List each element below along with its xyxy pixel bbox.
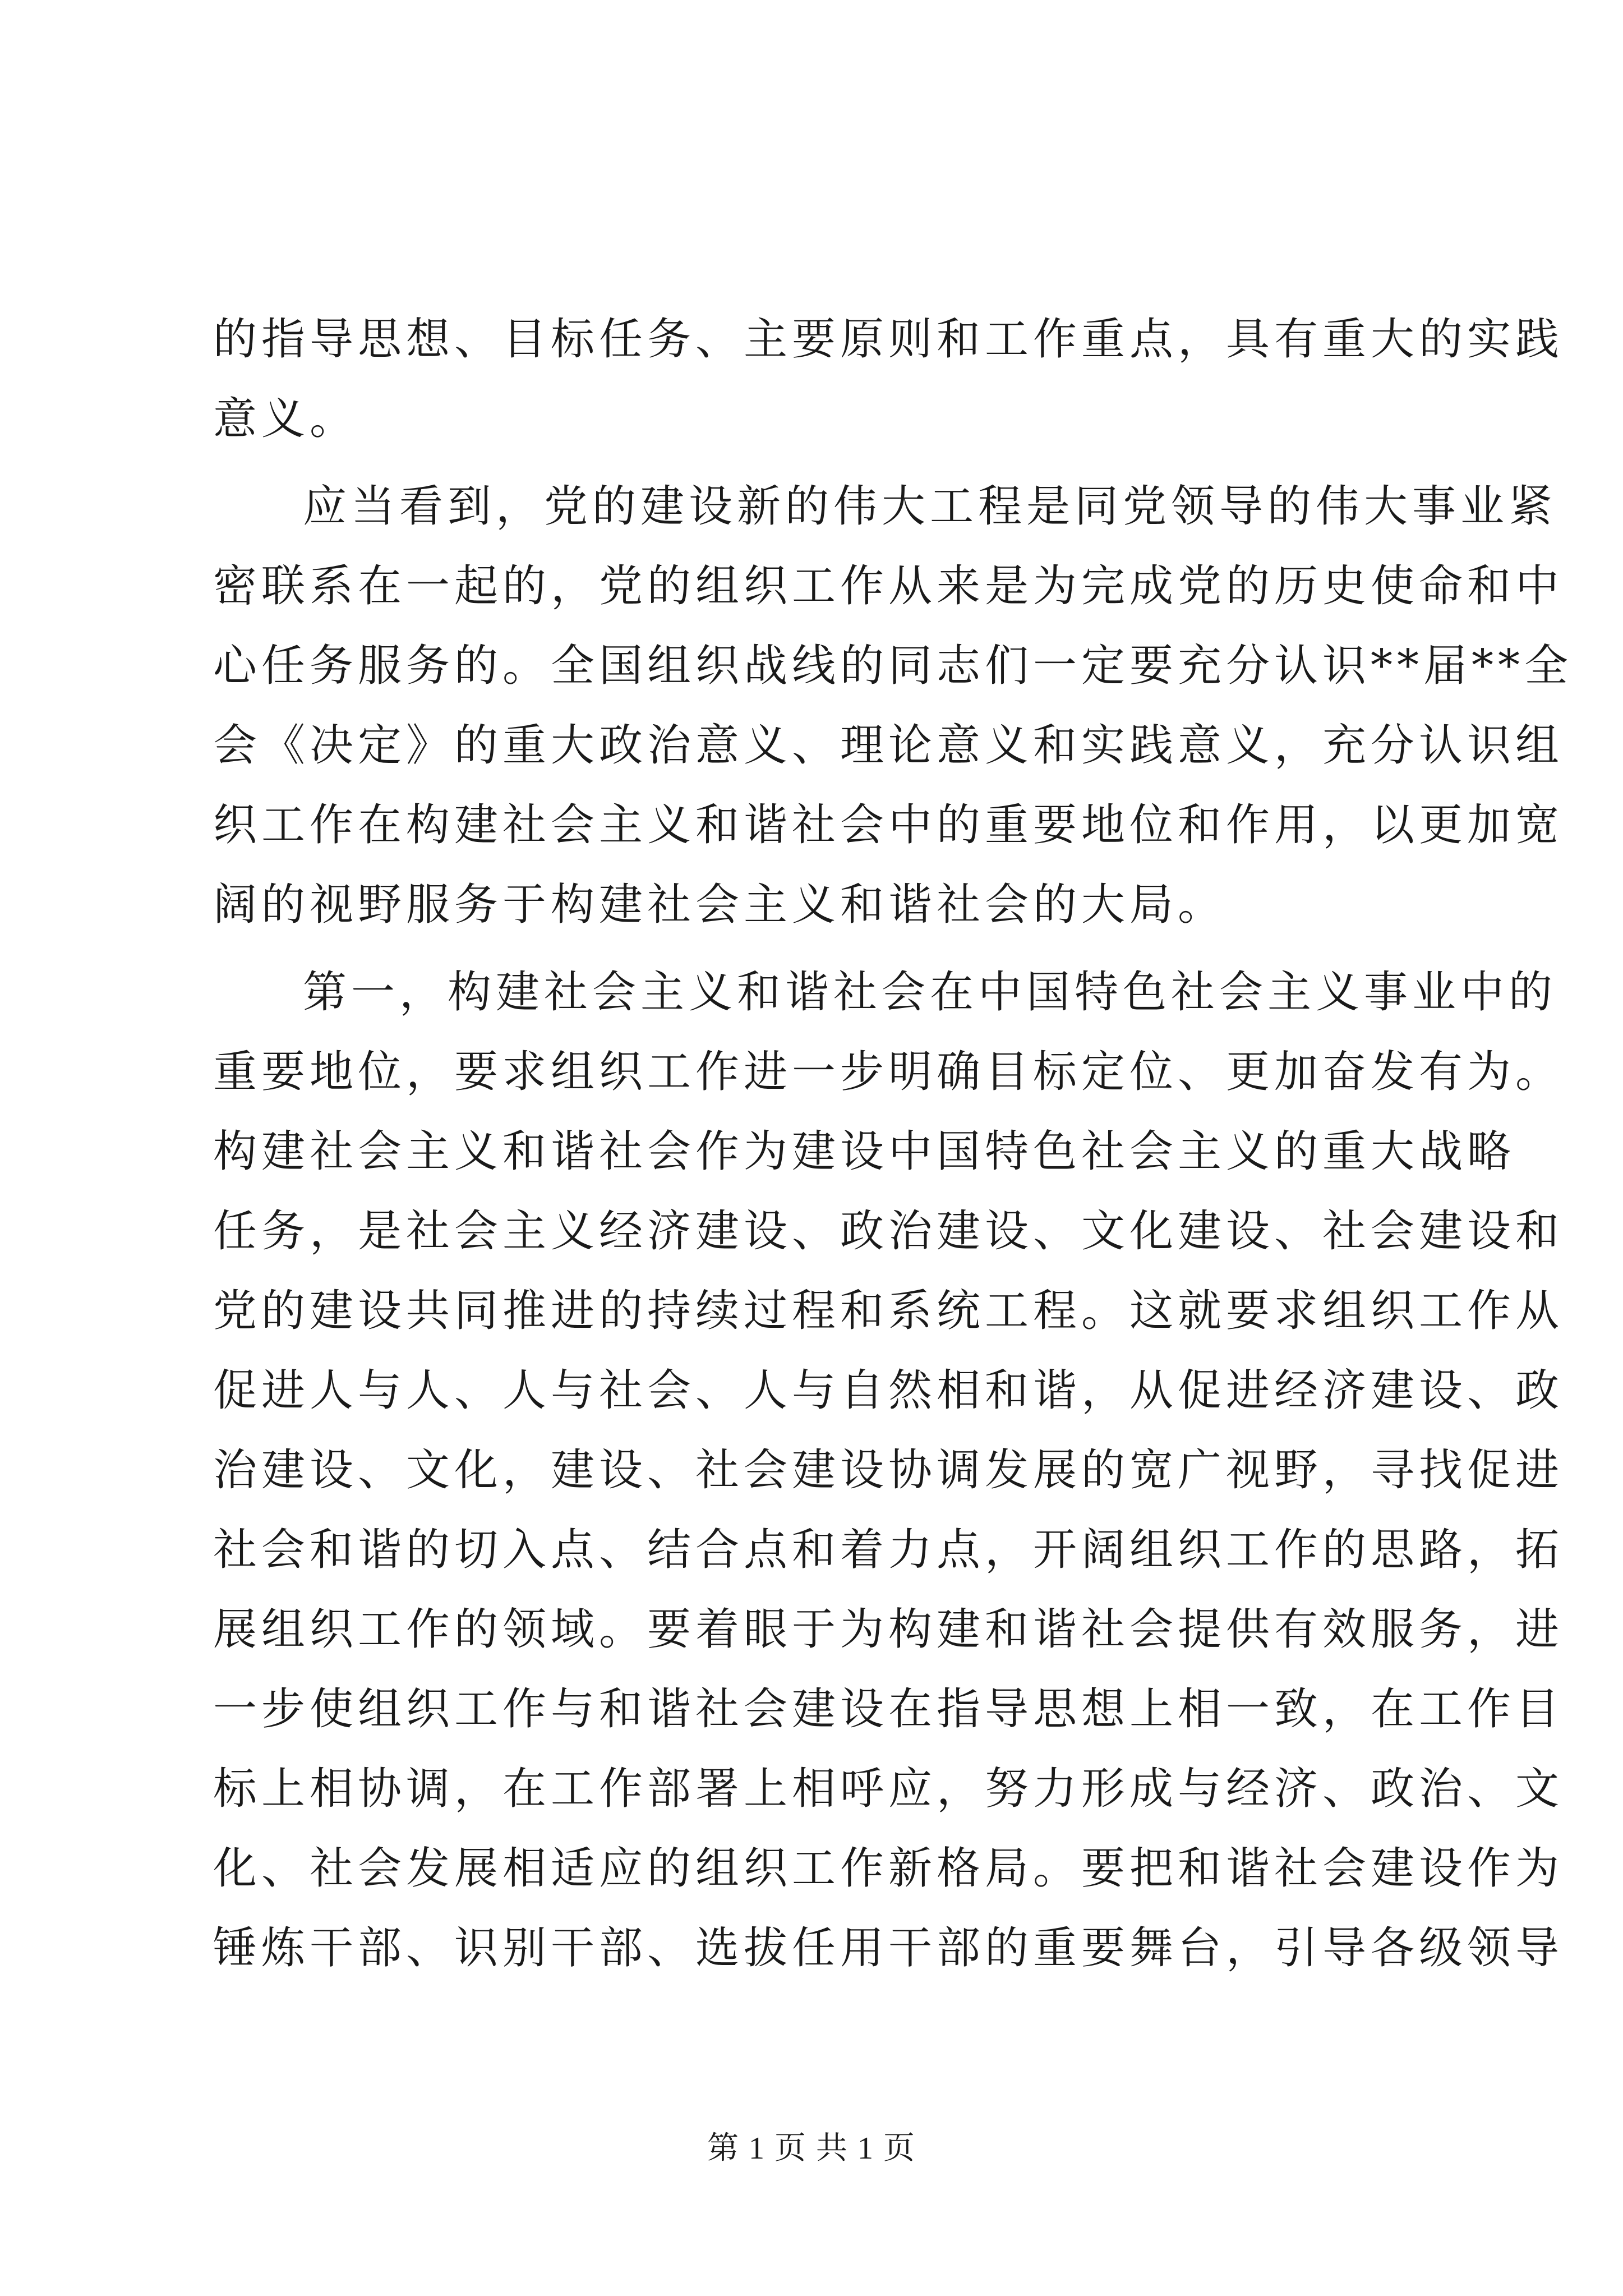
text-line: 重要地位，要求组织工作进一步明确目标定位、更加奋发有为。 xyxy=(213,1047,1564,1097)
text-line: 党的建设共同推进的持续过程和系统工程。这就要求组织工作从 xyxy=(213,1286,1564,1336)
paragraph-start-line: 第一，构建社会主义和谐社会在中国特色社会主义事业中的 xyxy=(303,967,1557,1018)
text-line: 阔的视野服务于构建社会主义和谐社会的大局。 xyxy=(213,880,1227,930)
text-line: 锤炼干部、识别干部、选拔任用干部的重要舞台，引导各级领导 xyxy=(213,1923,1564,1973)
paragraph-start-line: 应当看到，党的建设新的伟大工程是同党领导的伟大事业紧 xyxy=(303,481,1557,532)
text-line: 构建社会主义和谐社会作为建设中国特色社会主义的重大战略 xyxy=(213,1126,1516,1177)
text-line: 意义。 xyxy=(213,394,358,444)
text-line: 织工作在构建社会主义和谐社会中的重要地位和作用，以更加宽 xyxy=(213,800,1564,850)
text-line: 治建设、文化，建设、社会建设协调发展的宽广视野，寻找促进 xyxy=(213,1445,1564,1496)
text-line: 的指导思想、目标任务、主要原则和工作重点，具有重大的实践 xyxy=(213,314,1564,365)
text-line: 心任务服务的。全国组织战线的同志们一定要充分认识**届**全 xyxy=(213,641,1573,691)
text-line: 社会和谐的切入点、结合点和着力点，开阔组织工作的思路，拓 xyxy=(213,1525,1564,1575)
page-number-footer: 第 1 页 共 1 页 xyxy=(707,2131,916,2166)
text-line: 任务，是社会主义经济建设、政治建设、文化建设、社会建设和 xyxy=(213,1206,1564,1257)
text-line: 一步使组织工作与和谐社会建设在指导思想上相一致，在工作目 xyxy=(213,1684,1564,1734)
text-line: 标上相协调，在工作部署上相呼应，努力形成与经济、政治、文 xyxy=(213,1764,1564,1814)
text-line: 会《决定》的重大政治意义、理论意义和实践意义，充分认识组 xyxy=(213,720,1564,771)
text-line: 展组织工作的领域。要着眼于为构建和谐社会提供有效服务，进 xyxy=(213,1604,1564,1655)
text-line: 促进人与人、人与社会、人与自然相和谐，从促进经济建设、政 xyxy=(213,1365,1564,1416)
text-line: 密联系在一起的，党的组织工作从来是为完成党的历史使命和中 xyxy=(213,561,1564,611)
text-line: 化、社会发展相适应的组织工作新格局。要把和谐社会建设作为 xyxy=(213,1843,1564,1894)
